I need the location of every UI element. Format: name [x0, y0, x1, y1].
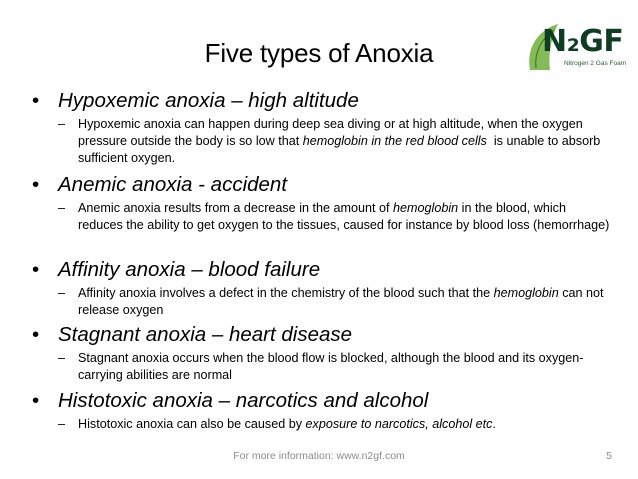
sub-bullet [58, 285, 612, 319]
dash-marker: – [58, 201, 66, 215]
bullet-heading [32, 257, 612, 283]
sub-bullet-emphasis: hemoglobin [393, 201, 459, 215]
bullet-marker: • [32, 173, 40, 196]
bullet-heading [32, 88, 612, 114]
sub-bullet-text: is unable to absorb sufficient oxygen. [78, 134, 604, 166]
dash-marker: – [58, 117, 66, 131]
sub-bullet [58, 200, 612, 234]
sub-bullet [58, 416, 612, 433]
bullet-heading-text: Anemic anoxia - accident [58, 173, 288, 196]
sub-bullet-text: Histotoxic anoxia can also be caused by [78, 417, 306, 431]
bullet-marker: • [32, 323, 40, 346]
dash-marker: – [58, 286, 66, 300]
bullet-heading [32, 322, 612, 348]
sub-bullet [58, 116, 612, 168]
bullet-heading-text: Hypoxemic anoxia – high altitude [58, 89, 359, 112]
bullet-heading [32, 172, 612, 198]
sub-bullet-emphasis: hemoglobin in the red blood cells [302, 134, 487, 149]
bullet-heading-text: Stagnant anoxia – heart disease [58, 323, 353, 346]
sub-bullet-text: Hypoxemic anoxia can happen during deep sea diving or at high altitude, when the oxygen pressure outside the body is so low that [78, 117, 587, 149]
bullet-heading [32, 388, 612, 414]
bullet-item [32, 388, 612, 433]
dash-marker: – [58, 417, 66, 431]
sub-bullet-text: . [492, 417, 496, 431]
bullet-marker: • [32, 389, 40, 412]
sub-bullet-text: Stagnant anoxia occurs when the blood flow is blocked, although the blood and its oxygen-carrying abilities are normal [78, 351, 584, 383]
footer: For more information: www.n2gf.com [233, 450, 405, 462]
logo [524, 18, 634, 76]
bullet-item [32, 322, 612, 384]
logo-text: N₂GF [542, 24, 624, 59]
bullet-item [32, 257, 612, 319]
bullet-marker: • [32, 89, 40, 112]
slide-title: Five types of Anoxia [204, 38, 434, 68]
sub-bullet-text: in the blood, which reduces the ability to get oxygen to the tissues, caused for instance by blood loss (hemorrhage) [78, 201, 610, 233]
sub-bullet-text: can not release oxygen [78, 286, 608, 318]
sub-bullet-emphasis: exposure to narcotics, alcohol etc [305, 417, 493, 431]
sub-bullet-text: Anemic anoxia results from a decrease in the amount of [78, 201, 394, 215]
bullet-item [32, 88, 612, 168]
bullet-marker: • [32, 258, 40, 281]
sub-bullet [58, 350, 612, 384]
dash-marker: – [58, 351, 66, 365]
bullet-heading-text: Affinity anoxia – blood failure [58, 258, 321, 281]
page-number: 5 [606, 450, 612, 462]
logo-subtitle: Nitrogen 2 Gas Foam [564, 60, 627, 67]
bullet-heading-text: Histotoxic anoxia – narcotics and alcohol [58, 389, 429, 412]
bullet-item [32, 172, 612, 234]
sub-bullet-text: Affinity anoxia involves a defect in the chemistry of the blood such that the [78, 286, 494, 300]
sub-bullet-emphasis: hemoglobin [493, 286, 559, 300]
